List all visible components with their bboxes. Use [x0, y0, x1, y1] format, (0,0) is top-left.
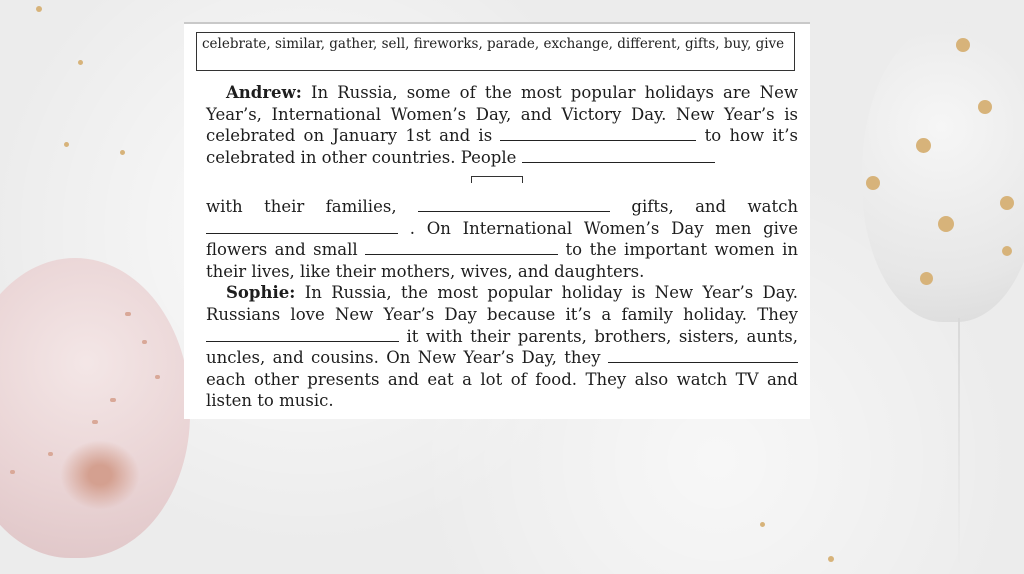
confetti-dot: [978, 100, 992, 114]
andrew-paragraph-continued: [206, 196, 798, 412]
blank-2[interactable]: [522, 148, 715, 163]
sprinkle: [125, 312, 131, 316]
sprinkle: [10, 470, 15, 474]
blank-3[interactable]: [418, 197, 610, 212]
worksheet: [184, 22, 810, 419]
sprinkle: [92, 420, 98, 424]
andrew-speaker: Andrew:: [226, 83, 302, 102]
confetti-dot: [916, 138, 931, 153]
andrew-text-5: . On International Women’s Day men give flowers and small: [206, 218, 798, 260]
andrew-text-1: In Russia, some of the most popular holidays are New Year’s, International Women’s Day, and Victory Day. New Year’s is celebrated on January 1st and is: [206, 83, 798, 146]
sprinkle: [60, 440, 140, 510]
confetti-dot: [828, 556, 834, 562]
white-balloon: [862, 22, 1024, 322]
sprinkle: [110, 398, 116, 402]
word-bank-text: celebrate, similar, gather, sell, fireworks, parade, exchange, different, gifts, buy, give: [202, 36, 785, 52]
blank-6[interactable]: [206, 327, 399, 342]
confetti-dot: [866, 176, 880, 190]
word-bank-box: [196, 32, 795, 71]
confetti-dot: [78, 60, 83, 65]
andrew-text-2: to how it’s celebrated in other countries. People: [206, 126, 798, 167]
andrew-text-6: to the important women in their lives, like their mothers, wives, and daughters.: [206, 240, 798, 281]
sophie-speaker: Sophie:: [226, 283, 296, 303]
confetti-dot: [1002, 246, 1012, 256]
page-bracket-mark: [471, 176, 523, 183]
andrew-text-4: gifts, and watch: [609, 197, 798, 216]
blank-4[interactable]: [206, 219, 398, 234]
sophie-text-2: it with their parents, brothers, sisters, aunts, uncles, and cousins. On New Year’s Day, they: [206, 326, 798, 368]
sophie-text-3: each other presents and eat a lot of food. They also watch TV and listen to music.: [206, 369, 798, 411]
blank-7[interactable]: [608, 348, 798, 363]
andrew-text-3: with their families,: [206, 197, 418, 216]
blank-5[interactable]: [365, 240, 558, 255]
sophie-text-1: In Russia, the most popular holiday is New Year’s Day. Russians love New Year’s Day because it’s a family holiday. They: [206, 283, 798, 324]
sprinkle: [155, 375, 160, 379]
sprinkle: [142, 340, 147, 344]
andrew-paragraph: [206, 82, 798, 168]
confetti-dot: [1000, 196, 1014, 210]
confetti-dot: [760, 522, 765, 527]
confetti-dot: [36, 6, 42, 12]
cropped-text-edge: [184, 22, 810, 24]
confetti-dot: [956, 38, 970, 52]
balloon-string: [958, 318, 960, 568]
confetti-dot: [938, 216, 954, 232]
confetti-dot: [920, 272, 933, 285]
confetti-dot: [64, 142, 69, 147]
confetti-dot: [120, 150, 125, 155]
blank-1[interactable]: [500, 126, 696, 141]
sprinkle: [48, 452, 53, 456]
